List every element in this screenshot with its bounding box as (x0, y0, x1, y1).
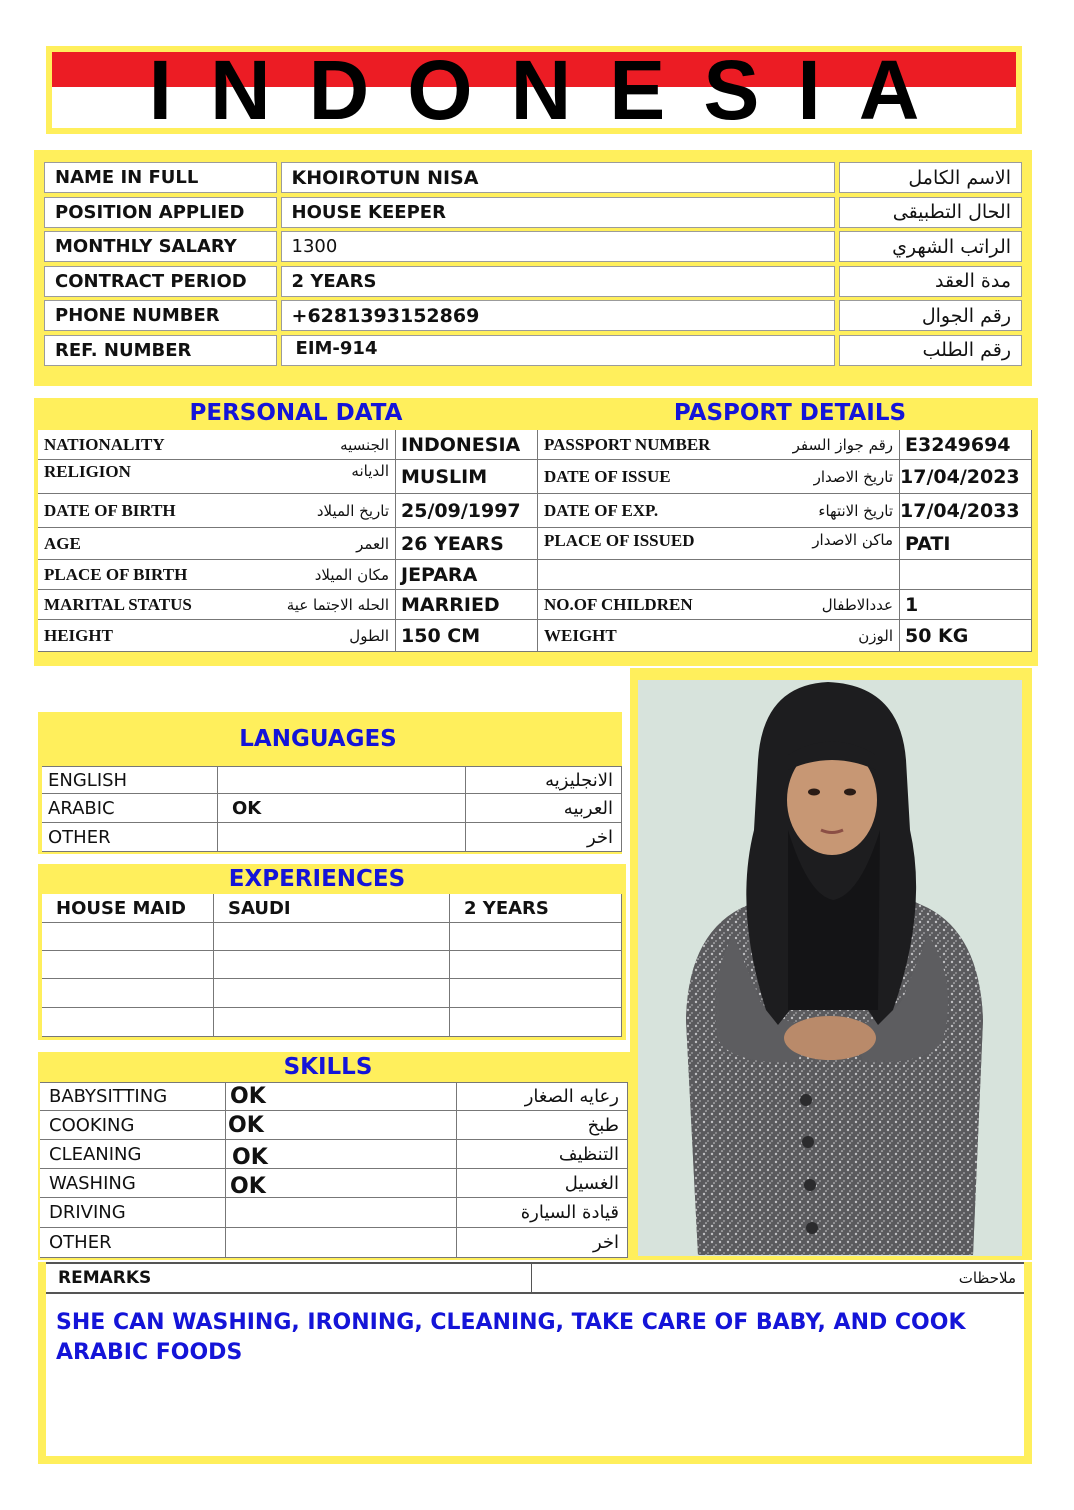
skill-name: COOKING (40, 1111, 226, 1139)
personal-label-cell (38, 528, 396, 560)
passport-label-cell (538, 590, 900, 620)
personal-arabic: الديانه (351, 462, 389, 480)
language-row (42, 766, 622, 794)
remarks-box (46, 1262, 1024, 1456)
experience-row (42, 923, 622, 951)
personal-label-cell (38, 460, 396, 494)
info-label: CONTRACT PERIOD (44, 266, 277, 297)
language-name: ENGLISH (42, 767, 218, 793)
personal-arabic: العمر (356, 534, 389, 553)
personal-arabic: الحله الاجتما عية (286, 595, 389, 614)
experience-position (42, 951, 214, 978)
applicant-info (34, 150, 1032, 386)
personal-passport-table (38, 430, 1032, 652)
experience-country (214, 979, 450, 1007)
skill-level: OK (226, 1083, 457, 1110)
personal-label-cell (38, 620, 396, 652)
info-arabic: رقم الطلب (839, 335, 1022, 366)
passport-label-cell (538, 494, 900, 528)
pd-row (38, 460, 1032, 494)
info-label: REF. NUMBER (44, 335, 277, 366)
personal-value: MUSLIM (396, 460, 538, 494)
language-name: ARABIC (42, 794, 218, 822)
personal-label-cell (38, 430, 396, 460)
skill-arabic: اخر (457, 1228, 628, 1257)
skills-heading: SKILLS (283, 1054, 373, 1080)
passport-label: WEIGHT (544, 625, 617, 645)
info-arabic: الراتب الشهري (839, 231, 1022, 262)
pd-row (38, 494, 1032, 528)
photo-frame (630, 668, 1032, 1260)
personal-label: NATIONALITY (44, 434, 165, 454)
skill-name: CLEANING (40, 1140, 226, 1168)
info-label: MONTHLY SALARY (44, 231, 277, 262)
skill-row (40, 1198, 628, 1228)
language-name: OTHER (42, 823, 218, 851)
passport-value: PATI (900, 528, 1032, 560)
skill-name: OTHER (40, 1228, 226, 1257)
passport-label-cell (538, 528, 900, 560)
experience-position (42, 1008, 214, 1036)
passport-label-cell (538, 460, 900, 494)
passport-label: DATE OF ISSUE (544, 466, 671, 486)
personal-label: MARITAL STATUS (44, 594, 192, 614)
skill-arabic: الغسيل (457, 1169, 628, 1197)
language-arabic: اخر (466, 823, 622, 851)
languages-section (38, 712, 622, 854)
personal-data-heading: PERSONAL DATA (189, 400, 403, 426)
personal-arabic: مكان الميلاد (314, 565, 389, 584)
passport-value: 17/04/2023 (900, 460, 1032, 494)
info-arabic: الحال التطبيقى (839, 197, 1022, 228)
skill-level (226, 1228, 457, 1257)
passport-value: 17/04/2033 (900, 494, 1032, 528)
country-header (46, 46, 1022, 134)
info-label: NAME IN FULL (44, 162, 277, 193)
applicant-photo (638, 680, 1022, 1256)
language-arabic: العربيه (466, 794, 622, 822)
skill-level (226, 1198, 457, 1227)
experience-country (214, 923, 450, 950)
experience-country (214, 1008, 450, 1036)
languages-heading: LANGUAGES (239, 726, 397, 752)
skill-name: BABYSITTING (40, 1083, 226, 1110)
skill-name: DRIVING (40, 1198, 226, 1227)
passport-arabic: ماكن الاصدار (812, 531, 893, 549)
language-level (218, 823, 466, 851)
skill-row (40, 1140, 628, 1169)
experience-position: HOUSE MAID (42, 894, 214, 922)
info-value: EIM-914 (281, 335, 836, 366)
experience-country: SAUDI (214, 894, 450, 922)
experience-position (42, 923, 214, 950)
skills-section (38, 1052, 630, 1260)
personal-arabic: الطول (349, 626, 389, 645)
info-value: 1300 (281, 231, 836, 262)
personal-arabic: تاريخ الميلاد (316, 501, 389, 520)
personal-label-cell (38, 560, 396, 590)
personal-label-cell (38, 494, 396, 528)
pd-row (38, 430, 1032, 460)
info-arabic: الاسم الكامل (839, 162, 1022, 193)
remarks-label: REMARKS (46, 1264, 532, 1292)
passport-arabic: الوزن (858, 626, 893, 645)
info-value: HOUSE KEEPER (281, 197, 836, 228)
passport-label: PASSPORT NUMBER (544, 434, 711, 454)
info-row-name (44, 162, 1022, 193)
passport-label: DATE OF EXP. (544, 500, 659, 520)
pd-row (38, 528, 1032, 560)
skill-name: WASHING (40, 1169, 226, 1197)
skill-level: OK (226, 1111, 457, 1139)
pd-row (38, 560, 1032, 590)
passport-arabic: رقم جواز السفر (792, 435, 893, 454)
info-value: +6281393152869 (281, 300, 836, 331)
experience-duration: 2 YEARS (450, 894, 622, 922)
info-arabic: مدة العقد (839, 266, 1022, 297)
skill-level: OK (226, 1169, 457, 1197)
pd-row (38, 590, 1032, 620)
experience-row (42, 1008, 622, 1037)
personal-label: PLACE OF BIRTH (44, 564, 188, 584)
info-row-phone (44, 300, 1022, 331)
passport-value: 50 KG (900, 620, 1032, 652)
info-row-salary (44, 231, 1022, 262)
info-value: KHOIROTUN NISA (281, 162, 836, 193)
experiences-heading: EXPERIENCES (228, 866, 406, 892)
experience-duration (450, 979, 622, 1007)
passport-label: NO.OF CHILDREN (544, 594, 693, 614)
experience-row (42, 894, 622, 923)
passport-label: PLACE OF ISSUED (544, 531, 695, 550)
language-level (218, 767, 466, 793)
personal-label: DATE OF BIRTH (44, 500, 176, 520)
remarks-arabic: ملاحظات (958, 1269, 1016, 1287)
passport-details-heading: PASPORT DETAILS (673, 400, 907, 426)
language-row (42, 794, 622, 823)
personal-value: 150 CM (396, 620, 538, 652)
personal-value: INDONESIA (396, 430, 538, 460)
languages-table (42, 766, 622, 852)
skill-arabic: رعايه الصغار (457, 1083, 628, 1110)
info-arabic: رقم الجوال (839, 300, 1022, 331)
passport-label-cell (538, 560, 900, 590)
experience-row (42, 951, 622, 979)
skill-row (40, 1228, 628, 1258)
passport-arabic: تاريخ الاصدار (813, 467, 893, 486)
skill-arabic: طبخ (457, 1111, 628, 1139)
experience-duration (450, 1008, 622, 1036)
personal-label: HEIGHT (44, 625, 113, 645)
passport-value: 1 (900, 590, 1032, 620)
personal-value: MARRIED (396, 590, 538, 620)
personal-value: 26 YEARS (396, 528, 538, 560)
pd-row (38, 620, 1032, 652)
language-level: OK (218, 794, 466, 822)
personal-arabic: الجنسيه (340, 435, 389, 454)
remarks-header (46, 1262, 1024, 1294)
info-row-contract (44, 266, 1022, 297)
remarks-section (38, 1262, 1032, 1464)
personal-label-cell (38, 590, 396, 620)
info-row-position (44, 197, 1022, 228)
passport-arabic: عددالاطفال (821, 595, 893, 614)
info-value: 2 YEARS (281, 266, 836, 297)
passport-value (900, 560, 1032, 590)
skill-row (40, 1111, 628, 1140)
skill-arabic: قيادة السيارة (457, 1198, 628, 1227)
personal-label: AGE (44, 533, 81, 553)
experiences-section (38, 864, 626, 1040)
info-label: PHONE NUMBER (44, 300, 277, 331)
experience-duration (450, 951, 622, 978)
applicant-portrait-illustration (638, 680, 1022, 1256)
language-arabic: الانجليزيه (466, 767, 622, 793)
remarks-text: SHE CAN WASHING, IRONING, CLEANING, TAKE CARE OF BABY, AND COOK ARABIC FOODS (56, 1310, 966, 1365)
personal-label: RELIGION (44, 462, 131, 481)
skill-row (40, 1169, 628, 1198)
experiences-table (42, 894, 622, 1037)
info-label: POSITION APPLIED (44, 197, 277, 228)
personal-value: JEPARA (396, 560, 538, 590)
passport-arabic: تاريخ الانتهاء (818, 501, 893, 520)
skill-arabic: التنظيف (457, 1140, 628, 1168)
skill-level: OK (226, 1140, 457, 1168)
passport-label-cell (538, 620, 900, 652)
skill-row (40, 1082, 628, 1111)
personal-passport-section (34, 398, 1038, 666)
experience-row (42, 979, 622, 1008)
experience-duration (450, 923, 622, 950)
passport-label-cell (538, 430, 900, 460)
info-row-ref (44, 335, 1022, 366)
flag-banner (52, 52, 1016, 128)
country-title: INDONESIA (148, 52, 958, 128)
language-row (42, 823, 622, 852)
personal-value: 25/09/1997 (396, 494, 538, 528)
passport-value: E3249694 (900, 430, 1032, 460)
experience-position (42, 979, 214, 1007)
experience-country (214, 951, 450, 978)
skills-table (40, 1082, 628, 1258)
